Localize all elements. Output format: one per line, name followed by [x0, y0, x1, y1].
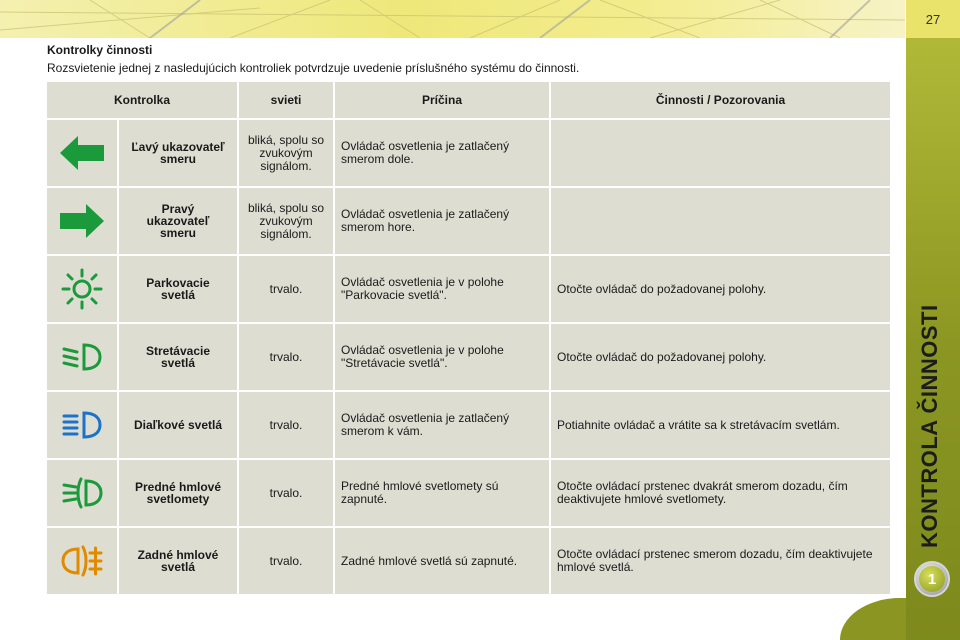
lamp-name: Ľavý ukazovateľ smeru [119, 120, 237, 186]
lamp-state: bliká, spolu so zvukovým signálom. [239, 188, 333, 254]
right-turn-signal-icon [58, 201, 106, 241]
lamp-name: Stretávacie svetlá [119, 324, 237, 390]
lamp-action: Otočte ovládač do požadovanej polohy. [551, 256, 890, 322]
table-row [47, 392, 890, 458]
lamp-cause: Ovládač osvetlenia je v polohe "Parkovacie svetlá". [335, 256, 549, 322]
icon-cell [47, 460, 117, 526]
lamp-name: Parkovacie svetlá [119, 256, 237, 322]
chapter-number: 1 [919, 566, 945, 592]
chapter-badge [914, 561, 950, 597]
table-row [47, 528, 890, 594]
lamp-cause: Ovládač osvetlenia je v polohe "Stretávacie svetlá". [335, 324, 549, 390]
main-beam-icon [60, 407, 104, 443]
lamp-action: Potiahnite ovládač a vrátite sa k stretávacím svetlám. [551, 392, 890, 458]
table-header-row [47, 82, 890, 118]
table-row [47, 324, 890, 390]
lamp-name: Predné hmlové svetlomety [119, 460, 237, 526]
icon-cell [47, 528, 117, 594]
lamp-action: Otočte ovládací prstenec smerom dozadu, čím deaktivujete hmlové svetlá. [551, 528, 890, 594]
icon-cell [47, 188, 117, 254]
table-row [47, 188, 890, 254]
lamp-cause: Zadné hmlové svetlá sú zapnuté. [335, 528, 549, 594]
table-row [47, 120, 890, 186]
lamp-action: Otočte ovládací prstenec dvakrát smerom dozadu, čím deaktivujete hmlové svetlomety. [551, 460, 890, 526]
lamp-state: trvalo. [239, 528, 333, 594]
header-cinnosti: Činnosti / Pozorovania [551, 82, 890, 118]
parking-lights-icon [60, 267, 104, 311]
header-decoration [0, 0, 905, 38]
lamp-state: trvalo. [239, 256, 333, 322]
icon-cell [47, 256, 117, 322]
decorative-lines [0, 0, 905, 38]
rear-fog-lamp-icon [60, 543, 104, 579]
dipped-beam-icon [60, 339, 104, 375]
lamp-state: trvalo. [239, 392, 333, 458]
lamp-action [551, 188, 890, 254]
icon-cell [47, 324, 117, 390]
icon-cell [47, 120, 117, 186]
lamp-cause: Ovládač osvetlenia je zatlačený smerom k vám. [335, 392, 549, 458]
section-title: Kontrolky činnosti [47, 43, 153, 57]
lamp-action: Otočte ovládač do požadovanej polohy. [551, 324, 890, 390]
lamp-name: Diaľkové svetlá [119, 392, 237, 458]
front-fog-lamp-icon [60, 475, 104, 511]
lamp-name: Zadné hmlové svetlá [119, 528, 237, 594]
indicator-lamps-table [45, 80, 892, 596]
header-svieti: svieti [239, 82, 333, 118]
lamp-cause: Ovládač osvetlenia je zatlačený smerom hore. [335, 188, 549, 254]
lamp-cause: Ovládač osvetlenia je zatlačený smerom dole. [335, 120, 549, 186]
table-row [47, 256, 890, 322]
page-number: 27 [906, 0, 960, 38]
lamp-state: bliká, spolu so zvukovým signálom. [239, 120, 333, 186]
header-kontrolka: Kontrolka [47, 82, 237, 118]
left-turn-signal-icon [58, 133, 106, 173]
lamp-name: Pravý ukazovateľ smeru [119, 188, 237, 254]
header-pricina: Príčina [335, 82, 549, 118]
lamp-state: trvalo. [239, 324, 333, 390]
icon-cell [47, 392, 117, 458]
chapter-title: KONTROLA ČINNOSTI [917, 304, 942, 548]
lamp-state: trvalo. [239, 460, 333, 526]
lamp-action [551, 120, 890, 186]
corner-decoration [840, 598, 906, 640]
table-row [47, 460, 890, 526]
lamp-cause: Predné hmlové svetlomety sú zapnuté. [335, 460, 549, 526]
section-intro: Rozsvietenie jednej z nasledujúcich kontroliek potvrdzuje uvedenie príslušného systému do činnosti. [47, 61, 580, 75]
